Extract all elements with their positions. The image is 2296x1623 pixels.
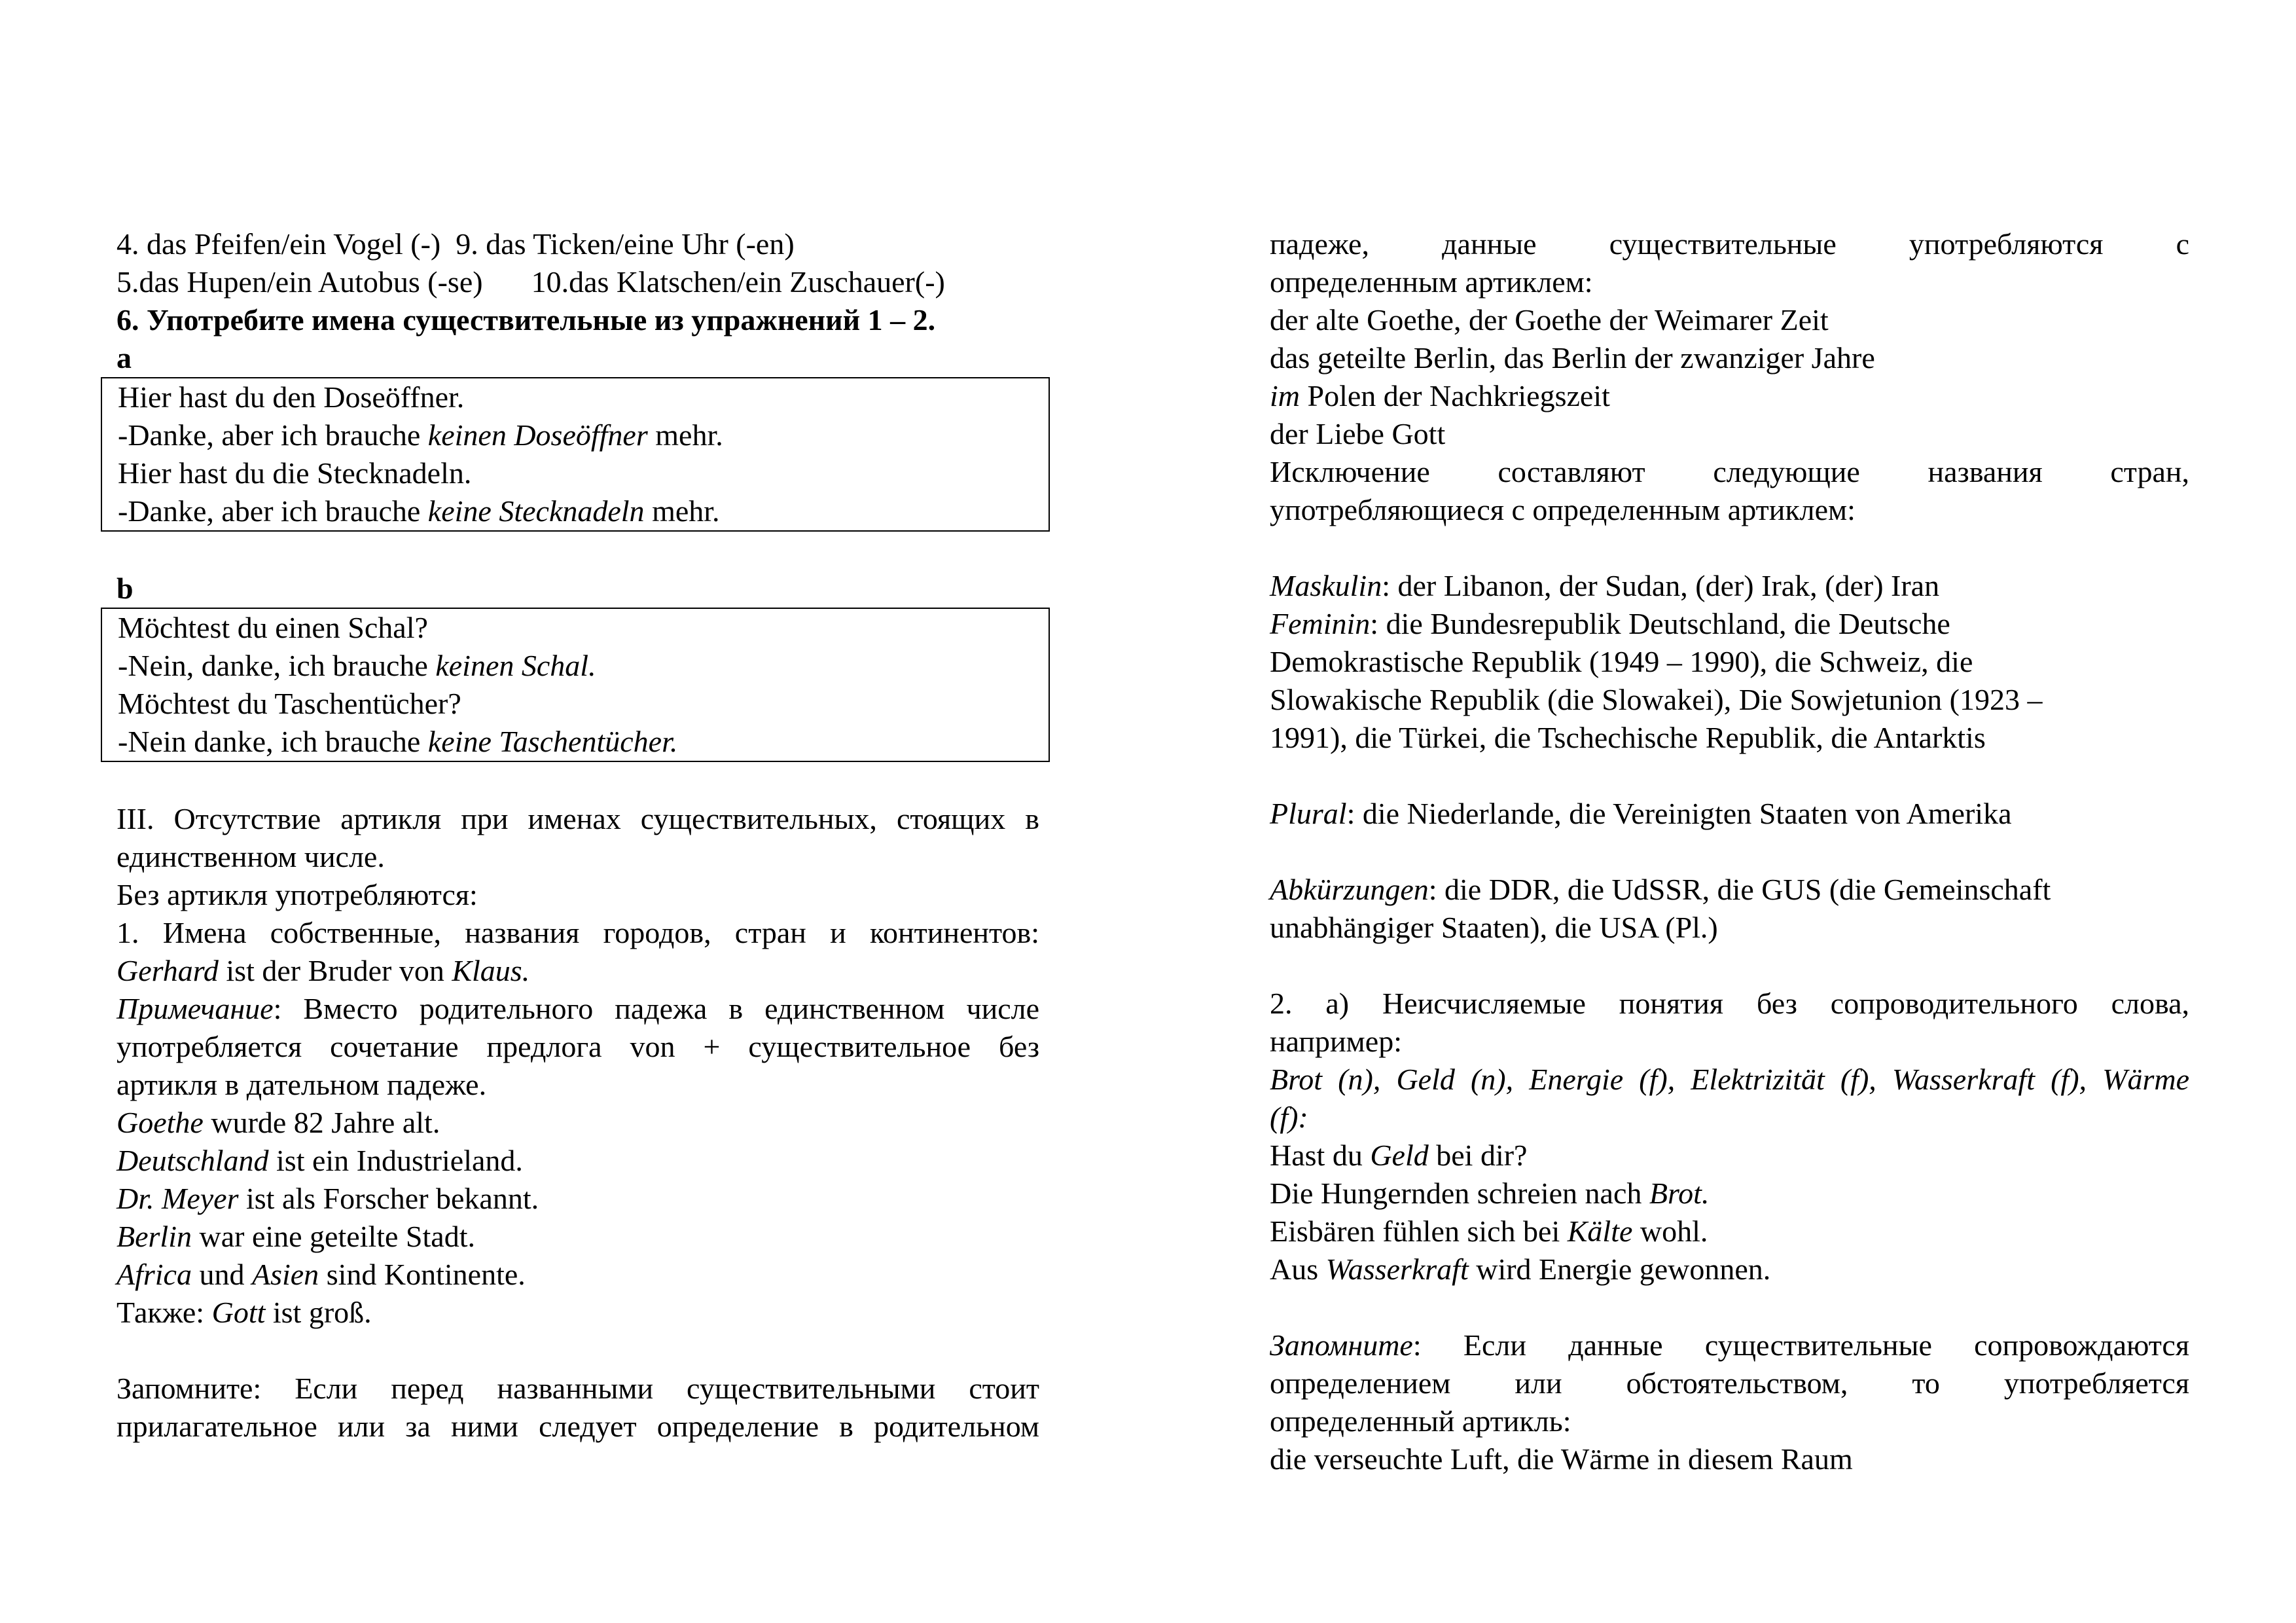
text: : die Bundesrepublik Deutschland, die Deutsche bbox=[1370, 607, 1950, 640]
text: ist ein Industrieland. bbox=[268, 1144, 523, 1177]
text: -Danke, aber ich brauche bbox=[118, 494, 428, 528]
plural-line bbox=[1270, 795, 2189, 833]
box-a-line-1: Hier hast du den Doseöffner. bbox=[118, 380, 465, 414]
point-1: 1. Имена собственные, названия городов, стран и континентов: bbox=[117, 916, 1039, 949]
example-gott bbox=[117, 1294, 1039, 1332]
text: und bbox=[191, 1258, 252, 1291]
italic-text: Abkürzungen bbox=[1270, 873, 1429, 906]
italic-text: Asien bbox=[251, 1258, 319, 1291]
point-2-line-2: например: bbox=[1270, 1025, 1402, 1058]
box-b-line-2 bbox=[118, 647, 1049, 685]
right-line-6: der Liebe Gott bbox=[1270, 417, 1446, 450]
section-3-intro: Без артикля употребляются: bbox=[117, 878, 478, 911]
point-1-example bbox=[117, 952, 1039, 990]
text: : Если данные существительные сопровождаются bbox=[1412, 1328, 2189, 1362]
italic-text: Примечание bbox=[117, 992, 274, 1025]
italic-text: Запомните bbox=[1270, 1328, 1413, 1362]
italic-text: Gerhard bbox=[117, 954, 219, 987]
maskulin-line bbox=[1270, 567, 2189, 605]
box-a-line-3: Hier hast du die Stecknadeln. bbox=[118, 456, 472, 490]
italic-text: keinen Schal. bbox=[435, 649, 596, 682]
box-b-line-4 bbox=[118, 723, 1049, 761]
italic-text: Klaus. bbox=[452, 954, 530, 987]
text: mehr. bbox=[647, 418, 723, 452]
text: ist als Forscher bekannt. bbox=[238, 1182, 539, 1215]
example-geld bbox=[1270, 1137, 2189, 1175]
text: sind Kontinente. bbox=[319, 1258, 526, 1291]
italic-text: keinen Doseöffner bbox=[427, 418, 648, 452]
text: wohl. bbox=[1632, 1214, 1708, 1248]
text: wird Energie gewonnen. bbox=[1468, 1252, 1771, 1286]
remember-right-line-3: определенный артикль: bbox=[1270, 1404, 1571, 1438]
point-2-line-1: 2. а) Неисчисляемые понятия без сопроводительного слова, bbox=[1270, 987, 2189, 1020]
exercise-item-10: 10.das Klatschen/ein Zuschauer(-) bbox=[531, 265, 945, 299]
example-africa bbox=[117, 1256, 1039, 1294]
label-a: a bbox=[117, 341, 132, 374]
spacer bbox=[117, 762, 1039, 800]
spacer bbox=[117, 532, 1039, 570]
section-3-title-cont: единственном числе. bbox=[117, 840, 385, 873]
text: -Nein danke, ich brauche bbox=[118, 725, 428, 758]
section-3-title: III. Отсутствие артикля при именах существительных, стоящих в bbox=[117, 802, 1039, 835]
example-wasserkraft bbox=[1270, 1250, 2189, 1288]
italic-text: Brot. bbox=[1649, 1176, 1710, 1210]
spacer bbox=[1270, 947, 2189, 985]
abkuerzungen-line-1 bbox=[1270, 871, 2189, 909]
italic-text: Maskulin bbox=[1270, 569, 1382, 602]
remember-right-line-1 bbox=[1270, 1326, 2189, 1364]
box-a-line-2 bbox=[118, 416, 1049, 454]
italic-text: im bbox=[1270, 379, 1300, 412]
italic-text: Gott bbox=[211, 1296, 266, 1329]
spacer bbox=[1270, 833, 2189, 871]
point-2-line-3: Brot (n), Geld (n), Energie (f), Elektrizität (f), Wasserkraft (f), Wärme bbox=[1270, 1063, 2189, 1096]
remember-right-line-2: определением или обстоятельством, то употребляется bbox=[1270, 1366, 2189, 1400]
text: : Вместо родительного падежа в единственном числе bbox=[273, 992, 1039, 1025]
italic-text: keine Stecknadeln bbox=[427, 494, 645, 528]
right-line-4: das geteilte Berlin, das Berlin der zwanziger Jahre bbox=[1270, 341, 1875, 374]
italic-text: Dr. Meyer bbox=[117, 1182, 239, 1215]
remember-right-line-4: die verseuchte Luft, die Wärme in diesem Raum bbox=[1270, 1442, 1853, 1476]
note-line-2: употребляется сочетание предлога von + существительное без bbox=[117, 1030, 1039, 1063]
spacer bbox=[117, 1332, 1039, 1370]
remember-line-2: прилагательное или за ними следует определение в родительном bbox=[117, 1410, 1039, 1443]
exercise-6-heading: 6. Употребите имена существительные из упражнений 1 – 2. bbox=[117, 303, 936, 337]
note-line-1 bbox=[117, 990, 1039, 1028]
text: Die Hungernden schreien nach bbox=[1270, 1176, 1649, 1210]
text: ist der Bruder von bbox=[218, 954, 452, 987]
abkuerzungen-line-2: unabhängiger Staaten), die USA (Pl.) bbox=[1270, 911, 1718, 944]
italic-text: Wasserkraft bbox=[1325, 1252, 1469, 1286]
italic-text: Berlin bbox=[117, 1220, 192, 1253]
italic-text: Deutschland bbox=[117, 1144, 269, 1177]
italic-text: Plural bbox=[1270, 797, 1347, 830]
italic-text: Geld bbox=[1370, 1139, 1429, 1172]
example-deutschland bbox=[117, 1142, 1039, 1180]
remember-line-1: Запомните: Если перед названными существительными стоит bbox=[117, 1372, 1039, 1405]
example-meyer bbox=[117, 1180, 1039, 1218]
left-column bbox=[117, 225, 1039, 1446]
right-column bbox=[1270, 225, 2189, 1478]
exercise-item-line bbox=[117, 263, 1039, 301]
exercise-item-9: 9. das Ticken/eine Uhr (-en) bbox=[456, 227, 795, 261]
spacer bbox=[1270, 1288, 2189, 1326]
spacer bbox=[1270, 529, 2189, 567]
exercise-item-line bbox=[117, 225, 1039, 263]
text: -Danke, aber ich brauche bbox=[118, 418, 428, 452]
spacer bbox=[1270, 757, 2189, 795]
text: Hast du bbox=[1270, 1139, 1371, 1172]
italic-text: Africa bbox=[117, 1258, 192, 1291]
example-brot bbox=[1270, 1175, 2189, 1213]
text: Также: bbox=[117, 1296, 212, 1329]
text: : der Libanon, der Sudan, (der) Irak, (der) Iran bbox=[1382, 569, 1940, 602]
right-line-1: падеже, данные существительные употребляются с bbox=[1270, 227, 2189, 261]
text: Eisbären fühlen sich bei bbox=[1270, 1214, 1568, 1248]
exception-line-2: употребляющиеся с определенным артиклем: bbox=[1270, 493, 1856, 526]
italic-text: keine Taschentücher. bbox=[427, 725, 678, 758]
point-2-line-4: (f): bbox=[1270, 1101, 1308, 1134]
feminin-line-2: Demokrastische Republik (1949 – 1990), die Schweiz, die bbox=[1270, 645, 1973, 678]
feminin-line-1 bbox=[1270, 605, 2189, 643]
text: Polen der Nachkriegszeit bbox=[1300, 379, 1610, 412]
example-goethe bbox=[117, 1104, 1039, 1142]
text: -Nein, danke, ich brauche bbox=[118, 649, 436, 682]
example-kaelte bbox=[1270, 1213, 2189, 1250]
feminin-line-3: Slowakische Republik (die Slowakei), Die Sowjetunion (1923 – bbox=[1270, 683, 2043, 716]
exception-line-1: Исключение составляют следующие названия стран, bbox=[1270, 455, 2189, 488]
box-a-line-4 bbox=[118, 492, 1049, 530]
right-line-3: der alte Goethe, der Goethe der Weimarer Zeit bbox=[1270, 303, 1829, 337]
text: wurde 82 Jahre alt. bbox=[203, 1106, 440, 1139]
text: : die Niederlande, die Vereinigten Staaten von Amerika bbox=[1346, 797, 2012, 830]
right-line-5 bbox=[1270, 377, 2189, 415]
box-b-line-3: Möchtest du Taschentücher? bbox=[118, 687, 461, 720]
example-box-b bbox=[101, 608, 1050, 762]
label-b: b bbox=[117, 572, 134, 605]
example-berlin bbox=[117, 1218, 1039, 1256]
text: war eine geteilte Stadt. bbox=[191, 1220, 475, 1253]
note-line-3: артикля в дательном падеже. bbox=[117, 1068, 487, 1101]
text: mehr. bbox=[644, 494, 720, 528]
text: : die DDR, die UdSSR, die GUS (die Gemeinschaft bbox=[1428, 873, 2051, 906]
italic-text: Goethe bbox=[117, 1106, 204, 1139]
text: Aus bbox=[1270, 1252, 1326, 1286]
italic-text: Kälte bbox=[1567, 1214, 1633, 1248]
exercise-item-4: 4. das Pfeifen/ein Vogel (-) bbox=[117, 227, 441, 261]
italic-text: Feminin bbox=[1270, 607, 1371, 640]
example-box-a bbox=[101, 377, 1050, 532]
text: ist groß. bbox=[265, 1296, 372, 1329]
exercise-item-5: 5.das Hupen/ein Autobus (-se) bbox=[117, 265, 483, 299]
feminin-line-4: 1991), die Türkei, die Tschechische Republik, die Antarktis bbox=[1270, 721, 1986, 754]
box-b-line-1: Möchtest du einen Schal? bbox=[118, 611, 428, 644]
right-line-2: определенным артиклем: bbox=[1270, 265, 1593, 299]
text: bei dir? bbox=[1428, 1139, 1528, 1172]
